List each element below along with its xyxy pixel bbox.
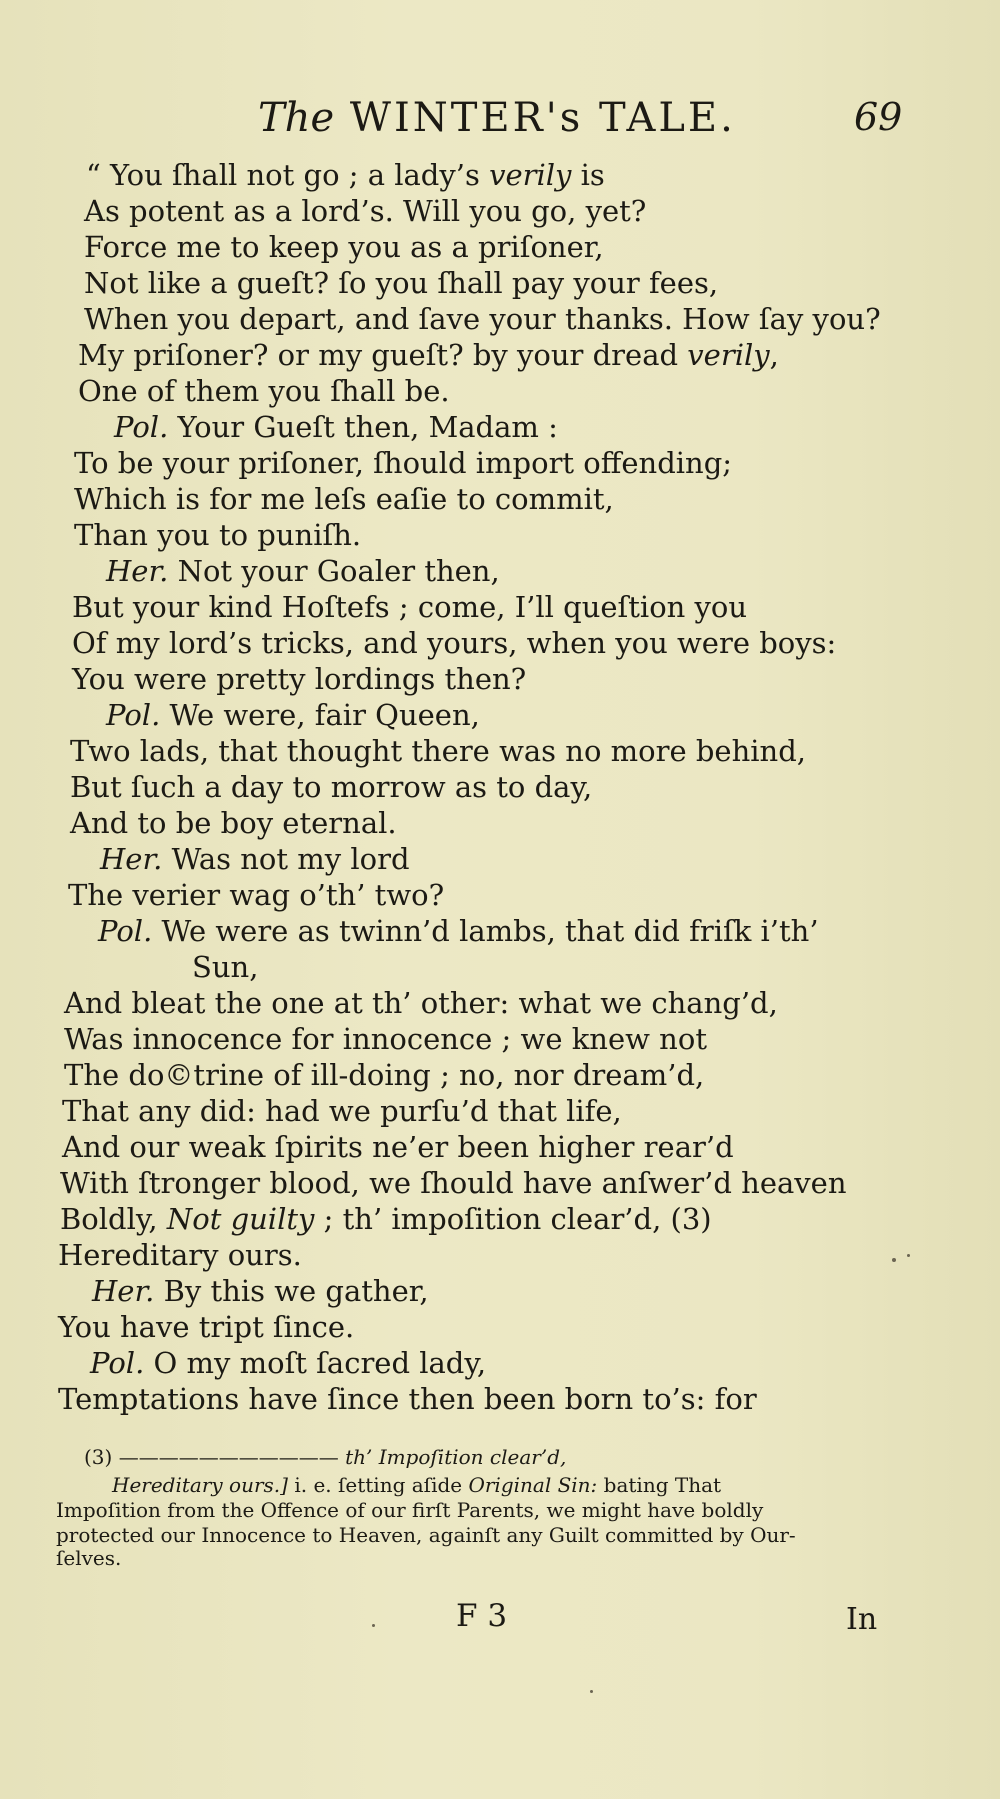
paper-speck (372, 1624, 375, 1627)
verse-line: Temptations have ſince then been born to’s: for (58, 1382, 757, 1416)
running-head (0, 95, 1000, 151)
verse-line: And our weak ſpirits ne’er been higher rear’d (62, 1130, 734, 1164)
verse-line: And bleat the one at th’ other: what we chang’d, (64, 986, 778, 1020)
verse-line: Her. By this we gather, (92, 1274, 429, 1308)
verse-line: Her. Not your Goaler then, (106, 554, 500, 588)
running-title-rest: WINTER's TALE. (334, 95, 736, 141)
running-title-italic: The (258, 95, 335, 141)
footnote-line: protected our Innocence to Heaven, againſt any Guilt committed by Our- (56, 1523, 796, 1547)
verse-line: Was innocence for innocence ; we knew not (64, 1022, 707, 1056)
verse-line: Than you to puniſh. (74, 518, 362, 552)
footnote-head (84, 1445, 566, 1469)
verse-line: With ſtronger blood, we ſhould have anſwer’d heaven (60, 1166, 847, 1200)
verse-line: As potent as a lord’s. Will you go, yet? (84, 194, 647, 228)
verse-line: Hereditary ours. (58, 1238, 302, 1272)
verse-line: Pol. O my moſt ſacred lady, (90, 1346, 487, 1380)
verse-line: Which is for me leſs eaſie to commit, (74, 482, 614, 516)
footnote-line: ſelves. (56, 1546, 122, 1570)
verse-line: Of my lord’s tricks, and yours, when you were boys: (72, 626, 837, 660)
verse-line: You were pretty lordings then? (72, 662, 527, 696)
verse-line: But ſuch a day to morrow as to day, (70, 770, 593, 804)
verse-line: Her. Was not my lord (100, 842, 410, 876)
verse-line: One of them you ſhall be. (78, 374, 450, 408)
verse-line: My priſoner? or my gueſt? by your dread verily, (78, 338, 779, 372)
verse-line: Pol. We were as twinn’d lambs, that did friſk i’th’ (98, 914, 819, 948)
footnote-marker: (3) (84, 1445, 113, 1469)
running-title (258, 95, 736, 141)
verse-line: To be your priſoner, ſhould import offending; (74, 446, 733, 480)
verse-line: The verier wag o’th’ two? (68, 878, 445, 912)
paper-speck (590, 1690, 593, 1693)
page-number: 69 (854, 95, 903, 139)
footnote-line: Hereditary ours.] i. e. ſetting aſide Original Sin: bating That (112, 1473, 722, 1497)
footnote-lemma: th’ Impoſition clear’d, (345, 1445, 567, 1469)
verse-line: Not like a gueſt? ſo you ſhall pay your fees, (84, 266, 719, 300)
verse-line: Pol. Your Gueſt then, Madam : (114, 410, 558, 444)
paper-speck (892, 1258, 896, 1262)
verse-line: Force me to keep you as a priſoner, (84, 230, 604, 264)
verse-line: The do©trine of ill-doing ; no, nor dream’d, (64, 1058, 705, 1092)
verse-line: When you depart, and ſave your thanks. How ſay you? (84, 302, 881, 336)
catchword: In (846, 1602, 878, 1637)
verse-line: That any did: had we purſu’d that life, (62, 1094, 622, 1128)
verse-line: You have tript ſince. (58, 1310, 355, 1344)
verse-line: Two lads, that thought there was no more behind, (70, 734, 806, 768)
verse-line: Sun, (192, 950, 259, 984)
paper-speck (907, 1254, 910, 1257)
verse-line: “ You ſhall not go ; a lady’s verily is (86, 158, 605, 192)
signature-mark: F 3 (456, 1598, 508, 1634)
verse-line: And to be boy eternal. (70, 806, 397, 840)
footnote-line: Impoſition from the Offence of our firſt Parents, we might have boldly (56, 1498, 764, 1522)
verse-line: Boldly, Not guilty ; th’ impoſition clear’d, (3) (60, 1202, 712, 1236)
verse-line: But your kind Hoſtefs ; come, I’ll queſtion you (72, 590, 748, 624)
verse-line: Pol. We were, fair Queen, (106, 698, 480, 732)
footnote-dash: ——————————— (118, 1445, 339, 1469)
